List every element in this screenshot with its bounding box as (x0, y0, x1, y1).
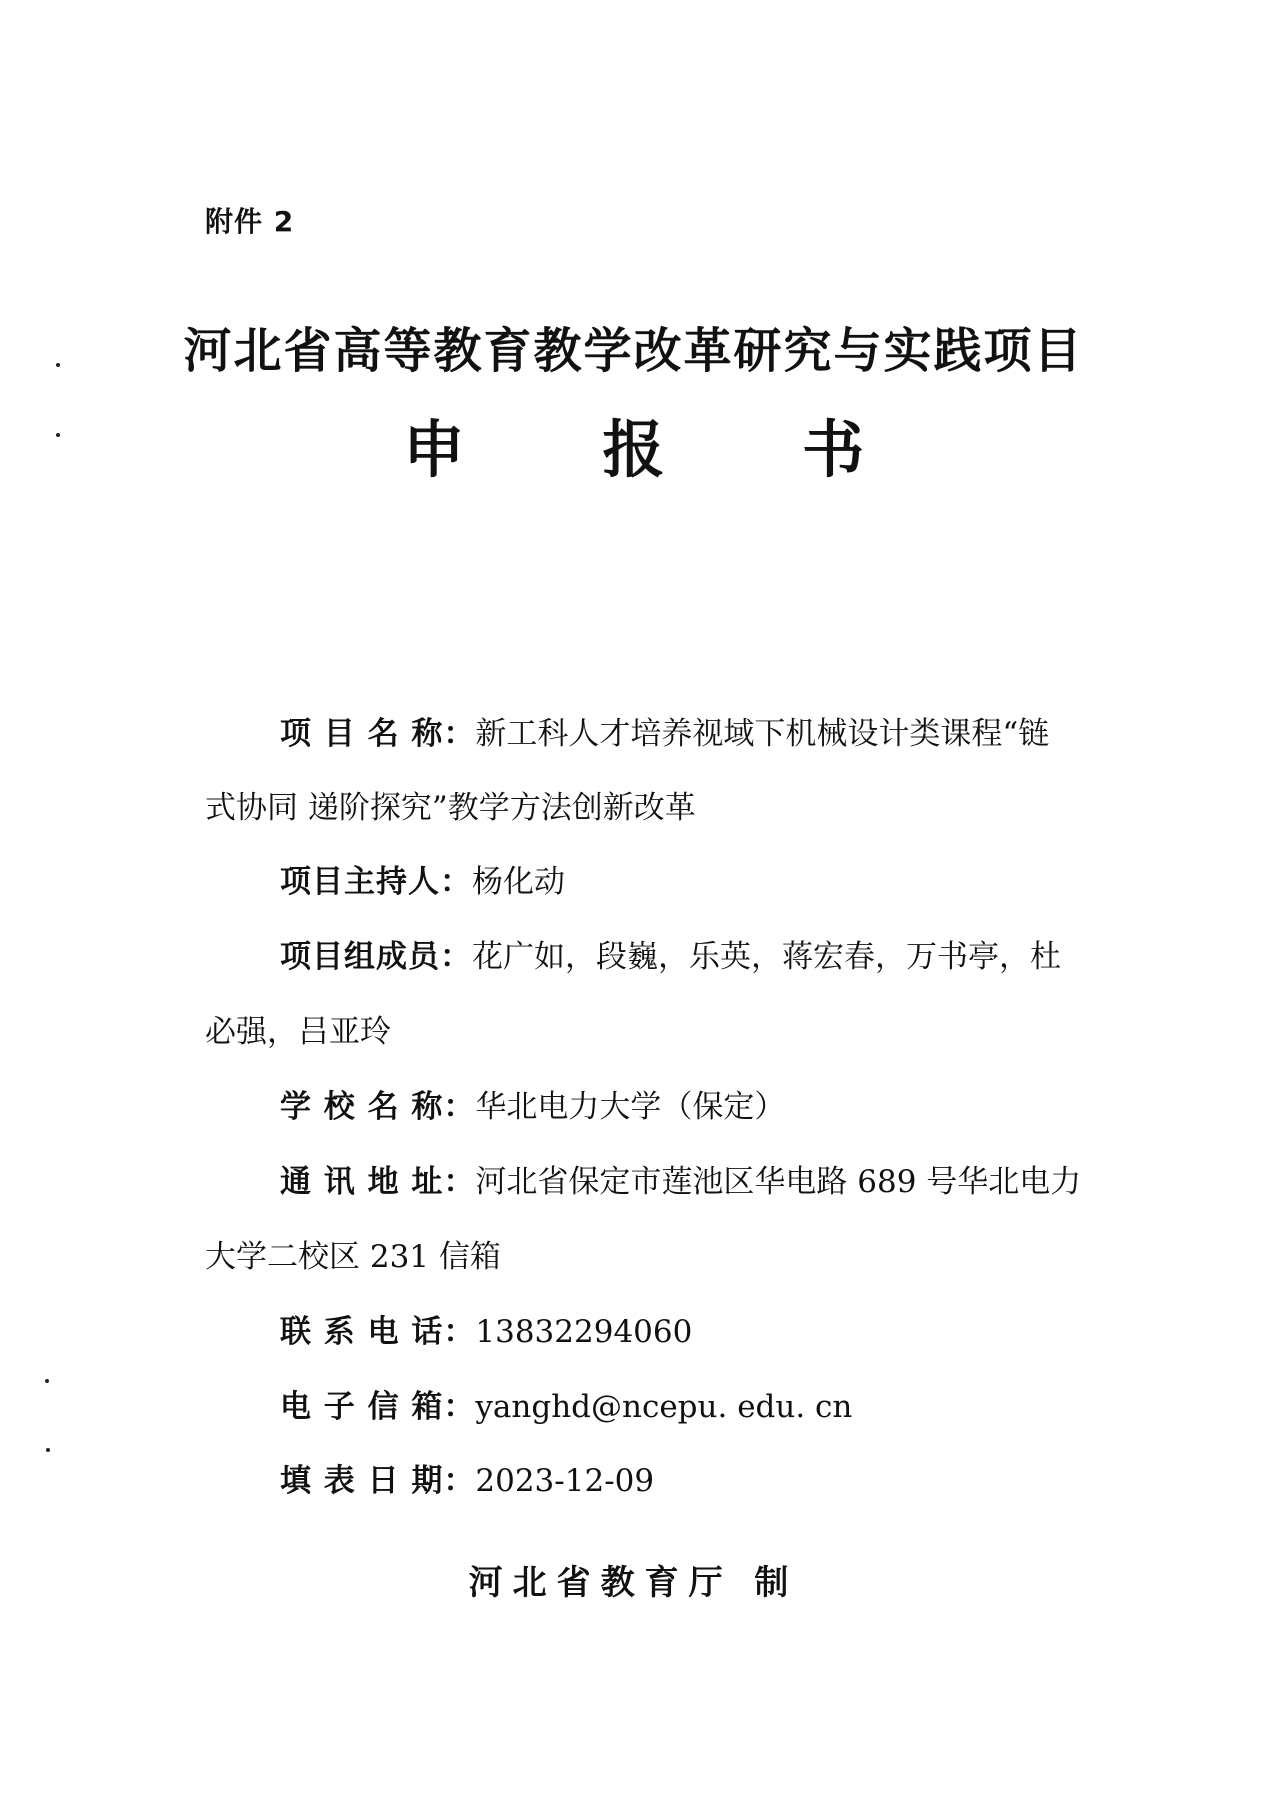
members-value: 花广如，段巍，乐英，蒋宏春，万书亭，杜 (472, 939, 1061, 975)
school-value: 华北电力大学（保定） (475, 1089, 786, 1125)
address-value: 河北省保定市莲池区华电路 689 号华北电力 (475, 1164, 1082, 1200)
project-name-field (280, 714, 1049, 754)
scan-speck (46, 1448, 50, 1452)
scan-speck (56, 363, 60, 367)
members-field (280, 937, 1061, 977)
document-title: 河北省高等教育教学改革研究与实践项目 (183, 323, 1084, 379)
email-field (280, 1387, 852, 1427)
host-value: 杨化动 (472, 864, 565, 900)
email-value: yanghd@ncepu. edu. cn (475, 1389, 853, 1425)
host-label: 项目主持人： (280, 864, 472, 900)
issuer-line: 河北省教育厅 制 (468, 1563, 799, 1603)
date-label: 填 表 日 期： (280, 1463, 476, 1499)
document-subtitle: 申 报 书 (402, 413, 923, 486)
date-field (280, 1461, 654, 1501)
project-name-label: 项 目 名 称： (280, 716, 476, 752)
scan-speck (56, 433, 60, 437)
scan-speck (45, 1379, 49, 1383)
phone-value: 13832294060 (475, 1314, 693, 1350)
project-name-continuation: 式协同 递阶探究”教学方法创新改革 (205, 790, 696, 826)
attachment-label: 附件 2 (205, 205, 295, 238)
members-continuation: 必强，吕亚玲 (205, 1014, 391, 1050)
phone-field (280, 1312, 692, 1352)
members-label: 项目组成员： (280, 939, 472, 975)
address-field (280, 1162, 1081, 1202)
host-field (280, 862, 565, 902)
school-field (280, 1087, 785, 1127)
address-continuation: 大学二校区 231 信箱 (205, 1239, 501, 1275)
project-name-value: 新工科人才培养视域下机械设计类课程“链 (475, 716, 1050, 752)
address-label: 通 讯 地 址： (280, 1164, 476, 1200)
school-label: 学 校 名 称： (280, 1089, 476, 1125)
email-label: 电 子 信 箱： (280, 1389, 476, 1425)
phone-label: 联 系 电 话： (280, 1314, 476, 1350)
date-value: 2023-12-09 (475, 1463, 655, 1499)
